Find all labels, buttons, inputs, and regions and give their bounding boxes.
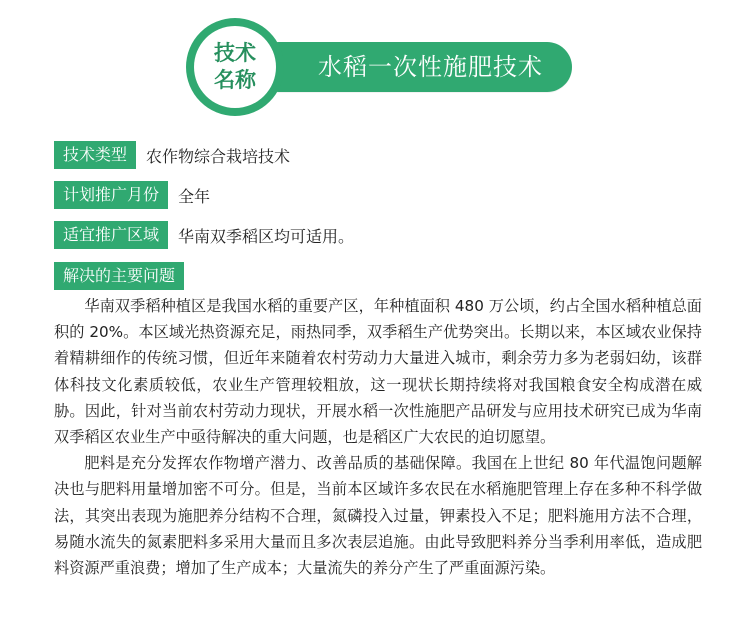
info-row-promotion-month xyxy=(54,180,210,210)
main-problem-heading: 解决的主要问题 xyxy=(54,262,184,290)
paragraph-2: 肥料是充分发挥农作物增产潜力、改善品质的基础保障。我国在上世纪 80 年代温饱问题解决也与肥料用量增加密不可分。但是，当前本区域许多农民在水稻施肥管理上存在多种不科学做法，其突出表现为施肥养分结构不合理，氮磷投入过量，钾素投入不足；肥料施用方法不合理，易随水流失的氮素肥料多采用大量而且多次表层追施。由此导致肥料养分当季利用率低，造成肥料资源严重浪费；增加了生产成本；大量流失的养分产生了严重面源污染。 xyxy=(54,454,702,578)
title-banner xyxy=(254,42,572,92)
promotion-month-label: 计划推广月份 xyxy=(54,181,168,209)
technology-type-value: 农作物综合栽培技术 xyxy=(146,146,291,166)
promotion-month-value: 全年 xyxy=(178,186,211,206)
promotion-region-value: 华南双季稻区均可适用。 xyxy=(178,226,355,246)
technology-header xyxy=(186,18,576,116)
info-row-promotion-region xyxy=(54,220,354,250)
info-row-technology-type xyxy=(54,140,290,170)
badge-inner-circle xyxy=(194,26,276,108)
badge-label: 技术 名称 xyxy=(214,41,256,92)
technology-type-label: 技术类型 xyxy=(54,141,136,169)
technology-name-badge xyxy=(186,18,284,116)
main-problem-content xyxy=(54,293,702,581)
paragraph-1: 华南双季稻种植区是我国水稻的重要产区，年种植面积 480 万公顷，约占全国水稻种植总面积的 20%。本区域光热资源充足，雨热同季，双季稻生产优势突出。长期以来，本区域农业保持着精耕细作的传统习惯，但近年来随着农村劳动力大量进入城市，剩余劳力多为老弱妇幼，该群体科技文化素质较低，农业生产管理较粗放，这一现状长期持续将对我国粮食安全构成潜在威胁。因此，针对当前农村劳动力现状，开展水稻一次性施肥产品研发与应用技术研究已成为华南双季稻区农业生产中亟待解决的重大问题，也是稻区广大农民的迫切愿望。 xyxy=(54,297,702,447)
promotion-region-label: 适宜推广区域 xyxy=(54,221,168,249)
page-title: 水稻一次性施肥技术 xyxy=(318,53,543,81)
